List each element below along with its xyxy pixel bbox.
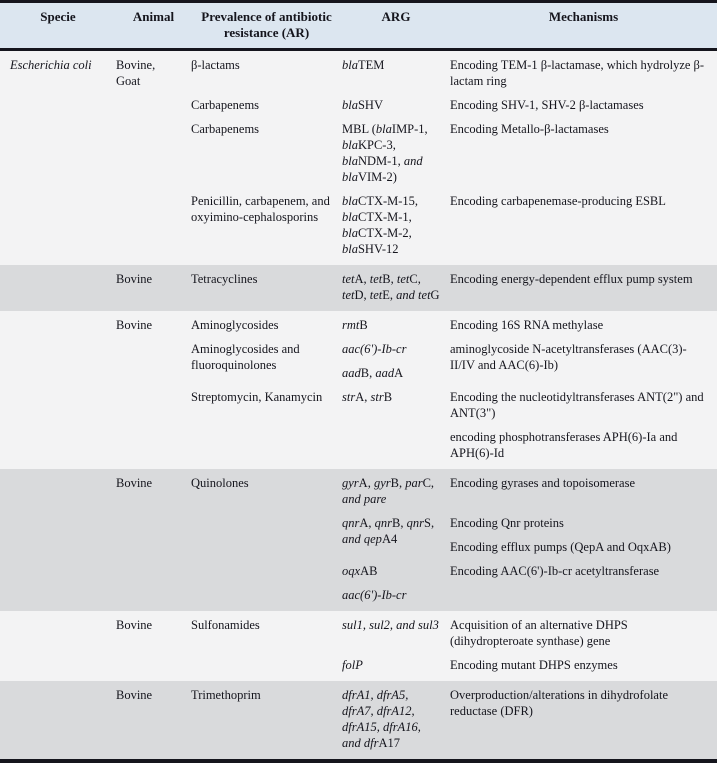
arg-cell xyxy=(342,687,450,759)
mechanism-entry: encoding phosphotransferases APH(6)-Ia and APH(6)-Id xyxy=(450,430,678,460)
prevalence-entry: Quinolones xyxy=(191,476,249,490)
arg-cell xyxy=(342,97,450,121)
prevalence-entry: β-lactams xyxy=(191,58,240,72)
mechanisms-cell xyxy=(450,515,717,563)
animal-cell: Bovine xyxy=(116,476,153,490)
table-subrow xyxy=(191,687,717,759)
prevalence-cell xyxy=(191,515,342,563)
header-prevalence: Prevalence of antibiotic resistance (AR) xyxy=(201,9,332,40)
table-header-row xyxy=(0,3,717,51)
header-arg: ARG xyxy=(381,9,411,24)
mechanisms-cell xyxy=(450,563,717,587)
prevalence-cell xyxy=(191,57,342,97)
arg-entry: tetA, tetB, tetC, tetD, tetE, and tetG xyxy=(342,272,440,302)
table-subrow xyxy=(191,617,717,657)
table-subrow xyxy=(191,317,717,341)
mechanism-entry: Encoding efflux pumps (QepA and OqxAB) xyxy=(450,540,671,554)
mechanism-entry: Encoding Qnr proteins xyxy=(450,516,564,530)
animal-cell: Bovine xyxy=(116,318,153,332)
mechanisms-cell xyxy=(450,617,717,657)
prevalence-entry: Streptomycin, Kanamycin xyxy=(191,390,323,404)
table-subrow xyxy=(191,121,717,193)
arg-entry: folP xyxy=(342,658,363,672)
table-subrow xyxy=(191,389,717,429)
specie-cell xyxy=(0,687,116,759)
mechanism-entry: Encoding gyrases and topoisomerase xyxy=(450,476,636,490)
mechanism-entry: Encoding TEM-1 β-lactamase, which hydrolyze β-lactam ring xyxy=(450,58,705,88)
table-subrow xyxy=(191,57,717,97)
prevalence-cell xyxy=(191,475,342,515)
row-group-details xyxy=(191,617,717,681)
table-row-group xyxy=(0,681,717,759)
arg-cell xyxy=(342,617,450,657)
arg-entry: gyrA, gyrB, parC, and pare xyxy=(342,476,435,506)
arg-entry: aac(6')-Ib-cr xyxy=(342,342,407,356)
mechanism-entry: Encoding carbapenemase-producing ESBL xyxy=(450,194,666,208)
mechanism-entry: Acquisition of an alternative DHPS (dihydropteroate synthase) gene xyxy=(450,618,628,648)
arg-entry: qnrA, qnrB, qnrS, and qepA4 xyxy=(342,516,435,546)
prevalence-entry: Carbapenems xyxy=(191,122,260,136)
animal-cell: Bovine xyxy=(116,618,153,632)
prevalence-cell xyxy=(191,317,342,341)
row-group-details xyxy=(191,271,717,311)
arg-entry: MBL (blaIMP-1, blaKPC-3, blaNDM-1, and blaVIM-2) xyxy=(342,122,428,184)
row-group-details xyxy=(191,317,717,469)
table-row-group xyxy=(0,265,717,311)
arg-entry: sul1, sul2, and sul3 xyxy=(342,618,439,632)
prevalence-entry: Sulfonamides xyxy=(191,618,260,632)
arg-entry: aac(6')-Ib-cr xyxy=(342,588,407,602)
table-subrow xyxy=(191,657,717,681)
header-specie: Specie xyxy=(40,9,76,24)
arg-entry: blaTEM xyxy=(342,58,385,72)
arg-entry: strA, strB xyxy=(342,390,393,404)
mechanism-entry: Encoding mutant DHPS enzymes xyxy=(450,658,618,672)
table-subrow xyxy=(191,341,717,389)
arg-cell xyxy=(342,429,450,469)
arg-entry: dfrA1, dfrA5, dfrA7, dfrA12, dfrA15, dfrA16, and dfrA17 xyxy=(342,688,421,750)
arg-cell xyxy=(342,475,450,515)
arg-cell xyxy=(342,515,450,563)
mechanisms-cell xyxy=(450,271,717,311)
prevalence-entry: Aminoglycosides and fluoroquinolones xyxy=(191,342,300,372)
arg-cell xyxy=(342,657,450,681)
prevalence-cell xyxy=(191,97,342,121)
table-subrow xyxy=(191,193,717,265)
mechanisms-cell xyxy=(450,57,717,97)
mechanism-entry: aminoglycoside N-acetyltransferases (AAC(3)-II/IV and AAC(6)-Ib) xyxy=(450,342,687,372)
prevalence-cell xyxy=(191,341,342,389)
arg-cell xyxy=(342,317,450,341)
mechanisms-cell xyxy=(450,389,717,429)
mechanism-entry: Encoding SHV-1, SHV-2 β-lactamases xyxy=(450,98,644,112)
arg-cell xyxy=(342,389,450,429)
table-subrow xyxy=(191,429,717,469)
mechanisms-cell xyxy=(450,687,717,759)
table-subrow xyxy=(191,271,717,311)
arg-cell xyxy=(342,57,450,97)
table-row-group xyxy=(0,469,717,611)
mechanisms-cell xyxy=(450,341,717,389)
table-body xyxy=(0,51,717,759)
arg-entry: rmtB xyxy=(342,318,368,332)
arg-cell xyxy=(342,121,450,193)
animal-cell: Bovine xyxy=(116,272,153,286)
mechanism-entry: Encoding energy-dependent efflux pump system xyxy=(450,272,693,286)
specie-cell: Escherichia coli xyxy=(10,58,92,72)
table-row-group xyxy=(0,611,717,681)
prevalence-entry: Trimethoprim xyxy=(191,688,261,702)
mechanisms-cell xyxy=(450,97,717,121)
mechanism-entry: Encoding Metallo-β-lactamases xyxy=(450,122,609,136)
animal-cell: Bovine xyxy=(116,688,153,702)
row-group-details xyxy=(191,475,717,611)
header-mechanisms: Mechanisms xyxy=(548,9,619,24)
prevalence-cell xyxy=(191,563,342,587)
prevalence-cell xyxy=(191,657,342,681)
mechanisms-cell xyxy=(450,121,717,193)
animal-cell: Bovine, Goat xyxy=(116,58,156,88)
arg-entry: oqxAB xyxy=(342,564,378,578)
prevalence-cell xyxy=(191,429,342,469)
table-subrow xyxy=(191,97,717,121)
specie-cell xyxy=(0,317,116,469)
mechanisms-cell xyxy=(450,657,717,681)
prevalence-cell xyxy=(191,587,342,611)
table-row-group xyxy=(0,311,717,469)
table-subrow xyxy=(191,563,717,587)
arg-cell xyxy=(342,341,450,389)
prevalence-cell xyxy=(191,687,342,759)
mechanism-entry: Overproduction/alterations in dihydrofolate reductase (DFR) xyxy=(450,688,668,718)
prevalence-cell xyxy=(191,271,342,311)
arg-cell xyxy=(342,271,450,311)
arg-entry: blaSHV xyxy=(342,98,383,112)
arg-entry: aadB, aadA xyxy=(342,366,404,380)
mechanisms-cell xyxy=(450,429,717,469)
prevalence-cell xyxy=(191,121,342,193)
arg-cell xyxy=(342,587,450,611)
mechanism-entry: Encoding the nucleotidyltransferases ANT(2") and ANT(3") xyxy=(450,390,704,420)
specie-cell xyxy=(0,617,116,681)
prevalence-entry: Penicillin, carbapenem, and oxyimino-cephalosporins xyxy=(191,194,330,224)
prevalence-cell xyxy=(191,193,342,265)
mechanisms-cell xyxy=(450,193,717,265)
prevalence-entry: Tetracyclines xyxy=(191,272,258,286)
row-group-details xyxy=(191,57,717,265)
specie-cell xyxy=(0,475,116,611)
arg-entry: blaCTX-M-15, blaCTX-M-1, blaCTX-M-2, blaSHV-12 xyxy=(342,194,419,256)
specie-cell xyxy=(0,271,116,311)
prevalence-cell xyxy=(191,617,342,657)
prevalence-entry: Aminoglycosides xyxy=(191,318,279,332)
mechanism-entry: Encoding 16S RNA methylase xyxy=(450,318,604,332)
prevalence-entry: Carbapenems xyxy=(191,98,260,112)
table-subrow xyxy=(191,515,717,563)
mechanisms-cell xyxy=(450,317,717,341)
mechanism-entry: Encoding AAC(6')-Ib-cr acetyltransferase xyxy=(450,564,660,578)
header-animal: Animal xyxy=(132,9,175,24)
row-group-details xyxy=(191,687,717,759)
table-subrow xyxy=(191,475,717,515)
table-subrow xyxy=(191,587,717,611)
prevalence-cell xyxy=(191,389,342,429)
arg-cell xyxy=(342,563,450,587)
arg-cell xyxy=(342,193,450,265)
table-row-group xyxy=(0,51,717,265)
mechanisms-cell xyxy=(450,587,717,611)
mechanisms-cell xyxy=(450,475,717,515)
